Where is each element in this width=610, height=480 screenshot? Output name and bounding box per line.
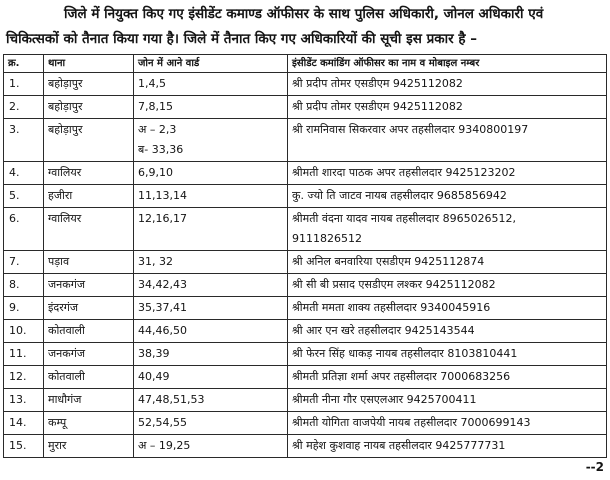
cell-sno: 12.	[4, 366, 44, 389]
intro-line-2: चिकित्सकों को तैनात किया गया है। जिले में तैनात किए गए अधिकारियों की सूची इस प्रकार है –	[6, 31, 477, 47]
cell-thana: पड़ाव	[44, 251, 134, 274]
officer-line: श्री सी बी प्रसाद एसडीएम लश्कर 9425112082	[292, 278, 496, 291]
cell-thana: मुरार	[44, 435, 134, 458]
table-row	[4, 251, 607, 274]
cell-officer	[288, 435, 607, 458]
cell-sno: 14.	[4, 412, 44, 435]
cell-thana: ग्वालियर	[44, 208, 134, 251]
cell-sno: 4.	[4, 162, 44, 185]
cell-officer	[288, 96, 607, 119]
table-row	[4, 412, 607, 435]
cell-officer	[288, 73, 607, 96]
officer-line: श्री प्रदीप तोमर एसडीएम 9425112082	[292, 77, 463, 90]
cell-thana: बहोड़ापुर	[44, 96, 134, 119]
officer-line: श्रीमती शारदा पाठक अपर तहसीलदार 9425123202	[292, 166, 516, 179]
officer-line: श्रीमती योगिता वाजपेयी नायब तहसीलदार 7000699143	[292, 416, 531, 429]
table-row	[4, 119, 607, 162]
cell-officer	[288, 412, 607, 435]
cell-officer	[288, 389, 607, 412]
cell-sno: 7.	[4, 251, 44, 274]
table-row	[4, 389, 607, 412]
ward-line: 1,4,5	[138, 77, 166, 90]
cell-thana: बहोड़ापुर	[44, 73, 134, 96]
cell-sno: 13.	[4, 389, 44, 412]
cell-wards	[134, 162, 288, 185]
table-row	[4, 162, 607, 185]
table-row	[4, 208, 607, 251]
cell-officer	[288, 320, 607, 343]
table-row	[4, 297, 607, 320]
officer-line: श्रीमती प्रतिज्ञा शर्मा अपर तहसीलदार 7000683256	[292, 370, 511, 383]
cell-wards	[134, 208, 288, 251]
cell-wards	[134, 119, 288, 162]
officer-line: श्रीमती वंदना यादव नायब तहसीलदार 8965026512,	[292, 212, 517, 225]
cell-officer	[288, 208, 607, 251]
officer-line: 9111826512	[292, 232, 362, 245]
cell-thana: हजीरा	[44, 185, 134, 208]
cell-sno: 1.	[4, 73, 44, 96]
table-row	[4, 435, 607, 458]
table-body	[4, 73, 607, 458]
cell-officer	[288, 274, 607, 297]
cell-officer	[288, 297, 607, 320]
header-wards: जोन में आने वार्ड	[134, 55, 288, 73]
officer-line: श्री रामनिवास सिकरवार अपर तहसीलदार 9340800197	[292, 123, 529, 136]
cell-sno: 6.	[4, 208, 44, 251]
ward-line: अ – 19,25	[138, 439, 191, 452]
ward-line: 11,13,14	[138, 189, 187, 202]
cell-wards	[134, 96, 288, 119]
ward-line: ब- 33,36	[138, 143, 184, 156]
ward-line: 12,16,17	[138, 212, 187, 225]
page-number: --2	[585, 460, 604, 474]
cell-officer	[288, 251, 607, 274]
officer-line: श्रीमती नीना गौर एसएलआर 9425700411	[292, 393, 477, 406]
intro-paragraph	[6, 2, 606, 52]
cell-sno: 11.	[4, 343, 44, 366]
cell-thana: ग्वालियर	[44, 162, 134, 185]
cell-thana: माधौगंज	[44, 389, 134, 412]
cell-wards	[134, 435, 288, 458]
cell-thana: जनकगंज	[44, 274, 134, 297]
cell-officer	[288, 366, 607, 389]
cell-thana: कम्पू	[44, 412, 134, 435]
officer-line: श्री आर एन खरे तहसीलदार 9425143544	[292, 324, 475, 337]
table-row	[4, 366, 607, 389]
ward-line: 6,9,10	[138, 166, 173, 179]
cell-wards	[134, 73, 288, 96]
officer-line: श्री फेरन सिंह धाकड़ नायब तहसीलदार 8103810441	[292, 347, 518, 360]
ward-line: 31, 32	[138, 255, 173, 268]
cell-sno: 3.	[4, 119, 44, 162]
cell-wards	[134, 251, 288, 274]
cell-officer	[288, 343, 607, 366]
table-header-row	[4, 55, 607, 73]
cell-sno: 2.	[4, 96, 44, 119]
officer-line: श्री अनिल बनवारिया एसडीएम 9425112874	[292, 255, 485, 268]
cell-officer	[288, 162, 607, 185]
cell-wards	[134, 412, 288, 435]
ward-line: 35,37,41	[138, 301, 187, 314]
ward-line: अ – 2,3	[138, 123, 177, 136]
cell-wards	[134, 185, 288, 208]
officer-line: कु. ज्यो ति जाटव नायब तहसीलदार 9685856942	[292, 189, 507, 202]
officer-table	[3, 54, 607, 458]
header-sno: क्र.	[4, 55, 44, 73]
cell-wards	[134, 297, 288, 320]
cell-officer	[288, 185, 607, 208]
ward-line: 52,54,55	[138, 416, 187, 429]
cell-thana: इंदरगंज	[44, 297, 134, 320]
cell-sno: 9.	[4, 297, 44, 320]
officer-line: श्री महेश कुशवाह नायब तहसीलदार 9425777731	[292, 439, 506, 452]
officer-line: श्री प्रदीप तोमर एसडीएम 9425112082	[292, 100, 463, 113]
cell-sno: 10.	[4, 320, 44, 343]
table-row	[4, 343, 607, 366]
ward-line: 38,39	[138, 347, 170, 360]
header-officer: इंसीडेंट कमांडिंग ऑफीसर का नाम व मोबाइल नम्बर	[288, 55, 607, 73]
cell-sno: 15.	[4, 435, 44, 458]
cell-thana: कोतवाली	[44, 366, 134, 389]
cell-wards	[134, 274, 288, 297]
cell-wards	[134, 389, 288, 412]
cell-wards	[134, 366, 288, 389]
table-row	[4, 185, 607, 208]
cell-wards	[134, 343, 288, 366]
ward-line: 40,49	[138, 370, 170, 383]
table-row	[4, 320, 607, 343]
cell-sno: 8.	[4, 274, 44, 297]
cell-officer	[288, 119, 607, 162]
cell-sno: 5.	[4, 185, 44, 208]
cell-thana: कोतवाली	[44, 320, 134, 343]
table-row	[4, 96, 607, 119]
officer-line: श्रीमती ममता शाक्य तहसीलदार 9340045916	[292, 301, 491, 314]
cell-thana: जनकगंज	[44, 343, 134, 366]
intro-line-1: जिले में नियुक्त किए गए इंसीडेंट कमाण्ड ऑफीसर के साथ पुलिस अधिकारी, जोनल अधिकारी एवं	[64, 6, 544, 22]
table-row	[4, 274, 607, 297]
ward-line: 44,46,50	[138, 324, 187, 337]
ward-line: 47,48,51,53	[138, 393, 205, 406]
header-thana: थाना	[44, 55, 134, 73]
table-row	[4, 73, 607, 96]
cell-wards	[134, 320, 288, 343]
cell-thana: बहोड़ापुर	[44, 119, 134, 162]
ward-line: 34,42,43	[138, 278, 187, 291]
ward-line: 7,8,15	[138, 100, 173, 113]
